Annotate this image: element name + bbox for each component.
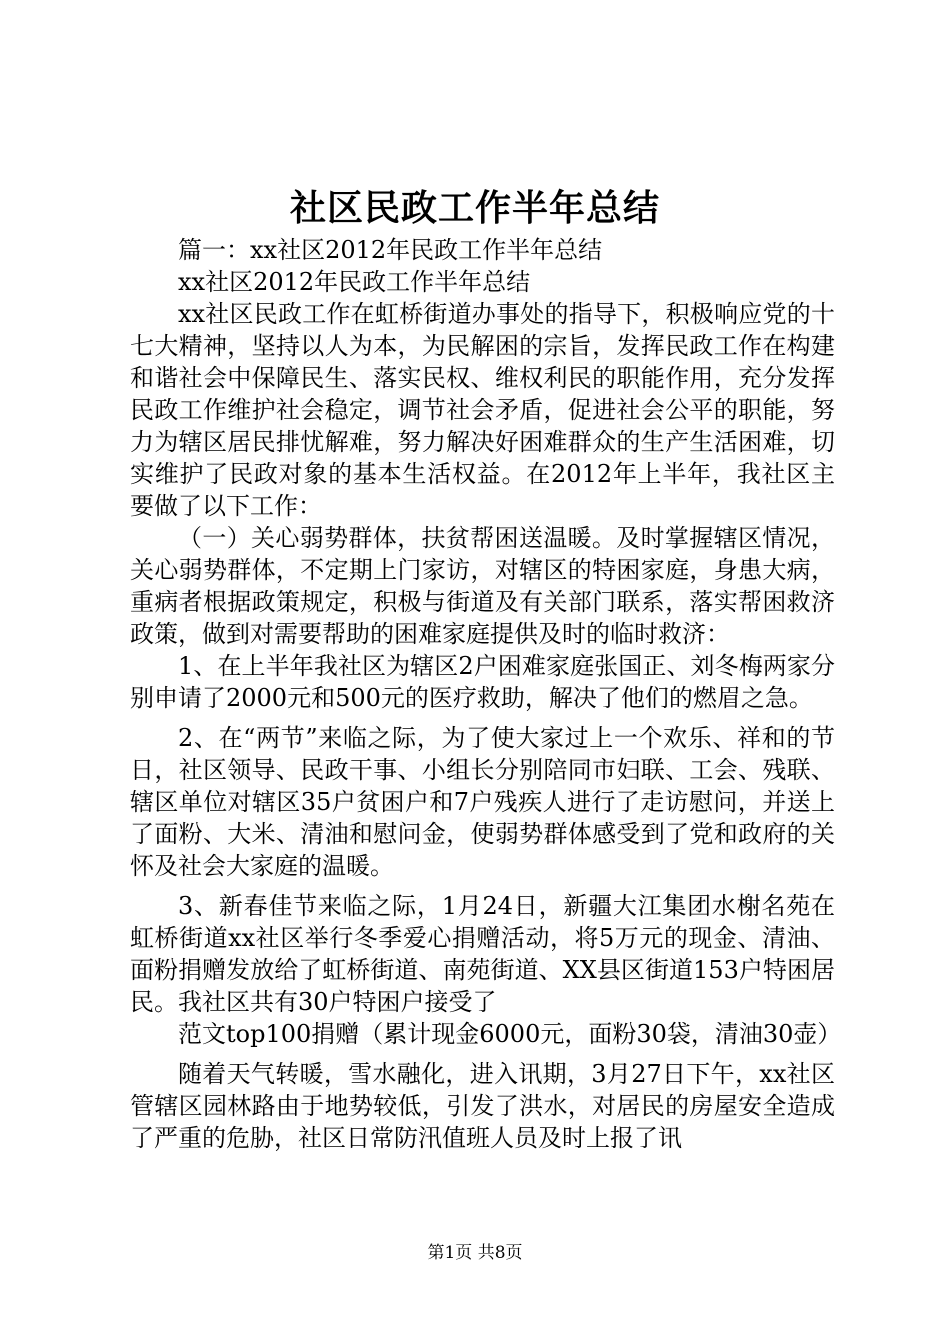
paragraph-flood: 随着天气转暖，雪水融化，进入讯期，3月27日下午，xx社区管辖区园林路由于地势较低，引发了洪水，对居民的房屋安全造成了严重的危胁，社区日常防汛值班人员及时上报了讯	[130, 1060, 835, 1152]
paragraph-intro: xx社区民政工作在虹桥街道办事处的指导下，积极响应党的十七大精神，坚持以人为本，为民解困的宗旨，发挥民政工作在构建和谐社会中保障民生、落实民权、维权利民的职能作用，充分发挥民政工作维护社会稳定，调节社会矛盾，促进社会公平的职能，努力为辖区居民排忧解难，努力解决好困难群众的生产生活困难，切实维护了民政对象的基本生活权益。在2012年上半年，我社区主要做了以下工作：	[130, 300, 835, 520]
document-title: 社区民政工作半年总结	[289, 187, 660, 229]
paragraph-donation-amounts: 范文top100捐赠（累计现金6000元，面粉30袋，清油30壶）	[178, 1020, 842, 1048]
paragraph-section-heading: 篇一：xx社区2012年民政工作半年总结	[178, 236, 603, 264]
paragraph-medical-aid: 1、在上半年我社区为辖区2户困难家庭张国正、刘冬梅两家分别申请了2000元和500元的医疗救助，解决了他们的燃眉之急。	[130, 652, 835, 712]
page-footer: 第1页 共8页	[427, 1243, 523, 1263]
paragraph-holiday-visits: 2、在“两节”来临之际，为了使大家过上一个欢乐、祥和的节日，社区领导、民政干事、小组长分别陪同市妇联、工会、残联、辖区单位对辖区35户贫困户和7户残疾人进行了走访慰问，并送上了面粉、大米、清油和慰问金，使弱势群体感受到了党和政府的关怀及社会大家庭的温暖。	[130, 724, 835, 880]
paragraph-item-one-heading: （一）关心弱势群体，扶贫帮困送温暖。及时掌握辖区情况，关心弱势群体，不定期上门家访，对辖区的特困家庭，身患大病，重病者根据政策规定，积极与街道及有关部门联系，落实帮困救济政策，做到对需要帮助的困难家庭提供及时的临时救济：	[130, 524, 835, 648]
paragraph-donation-event: 3、新春佳节来临之际，1月24日，新疆大江集团水榭名苑在虹桥街道xx社区举行冬季爱心捐赠活动，将5万元的现金、清油、面粉捐赠发放给了虹桥街道、南苑街道、XX县区街道153户特困居民。我社区共有30户特困户接受了	[130, 892, 835, 1016]
document-body	[130, 234, 842, 1162]
paragraph-subtitle: xx社区2012年民政工作半年总结	[178, 268, 531, 296]
